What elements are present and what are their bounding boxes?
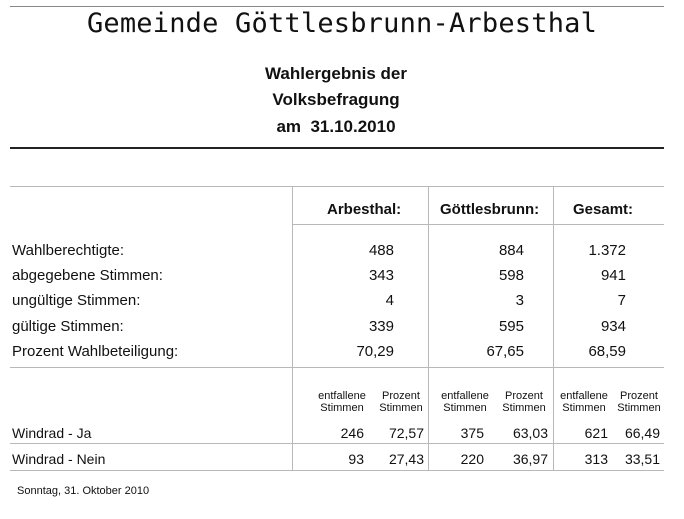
value-votes-arbesthal: 93 (348, 451, 364, 467)
title-line-3: am 31.10.2010 (276, 117, 396, 136)
column-header-rule (292, 224, 664, 225)
subheader-line: Stimmen (562, 402, 606, 414)
row-label-ungueltige: ungültige Stimmen: (12, 292, 141, 309)
subheader-percent (376, 390, 426, 414)
value-percent-goettlesbrunn: 36,97 (512, 451, 548, 467)
column-header-gesamt: Gesamt: (573, 201, 634, 218)
value-goettlesbrunn: 595 (498, 318, 524, 335)
row-label-wahlbeteiligung: Prozent Wahlbeteiligung: (12, 343, 179, 360)
column-divider-1 (292, 186, 293, 470)
subheader-line: Prozent (382, 390, 420, 402)
subheader-percent (499, 390, 549, 414)
subheader-votes (312, 390, 372, 414)
header-divider (10, 147, 664, 149)
row-label-abgegebene: abgegebene Stimmen: (12, 267, 163, 284)
subheader-line: entfallene (441, 390, 489, 402)
summary-bottom-rule (10, 367, 664, 368)
subheader-line: Stimmen (617, 402, 661, 414)
value-arbesthal: 339 (368, 318, 394, 335)
title-line-2: Volksbefragung (272, 90, 400, 109)
subheader-votes (554, 390, 614, 414)
subheader-line: Prozent (505, 390, 543, 402)
subheader-percent (614, 390, 664, 414)
subheader-line: Stimmen (443, 402, 487, 414)
subheader-line: Stimmen (320, 402, 364, 414)
value-gesamt: 7 (617, 292, 626, 309)
value-arbesthal: 488 (368, 242, 394, 259)
subheader-line: Stimmen (502, 402, 546, 414)
value-gesamt: 941 (600, 267, 626, 284)
subheader-line: entfallene (560, 390, 608, 402)
column-header-arbesthal: Arbesthal: (327, 201, 402, 218)
value-arbesthal: 343 (368, 267, 394, 284)
table-bottom-rule (10, 470, 664, 471)
value-votes-goettlesbrunn: 375 (460, 425, 484, 441)
value-gesamt: 1.372 (588, 242, 626, 259)
subheader-line: Stimmen (379, 402, 423, 414)
top-rule (10, 6, 664, 7)
value-percent-goettlesbrunn: 63,03 (512, 425, 548, 441)
value-votes-arbesthal: 246 (340, 425, 364, 441)
value-votes-gesamt: 621 (584, 425, 608, 441)
row-label-gueltige: gültige Stimmen: (12, 318, 124, 335)
value-arbesthal: 70,29 (356, 343, 394, 360)
column-header-goettlesbrunn: Göttlesbrunn: (440, 201, 540, 218)
value-gesamt: 68,59 (588, 343, 626, 360)
value-votes-gesamt: 313 (584, 451, 608, 467)
value-goettlesbrunn: 3 (515, 292, 524, 309)
row-label-windrad-nein: Windrad - Nein (12, 451, 106, 467)
value-arbesthal: 4 (385, 292, 394, 309)
table-top-rule (10, 186, 664, 187)
subheader-line: entfallene (318, 390, 366, 402)
value-goettlesbrunn: 598 (498, 267, 524, 284)
row-label-wahlberechtigte: Wahlberechtigte: (12, 242, 125, 259)
result-row-rule (10, 443, 664, 444)
value-percent-arbesthal: 27,43 (388, 451, 424, 467)
footer-date: Sonntag, 31. Oktober 2010 (17, 485, 150, 497)
row-label-windrad-ja: Windrad - Ja (12, 425, 92, 441)
subheader-line: Prozent (620, 390, 658, 402)
subheader-votes (435, 390, 495, 414)
value-goettlesbrunn: 67,65 (486, 343, 524, 360)
value-percent-gesamt: 33,51 (624, 451, 660, 467)
title-line-1: Wahlergebnis der (264, 64, 407, 83)
value-gesamt: 934 (600, 318, 626, 335)
municipality-title: Gemeinde Göttlesbrunn-Arbesthal (86, 8, 598, 39)
value-percent-gesamt: 66,49 (624, 425, 660, 441)
value-percent-arbesthal: 72,57 (388, 425, 424, 441)
value-goettlesbrunn: 884 (498, 242, 524, 259)
value-votes-goettlesbrunn: 220 (460, 451, 484, 467)
